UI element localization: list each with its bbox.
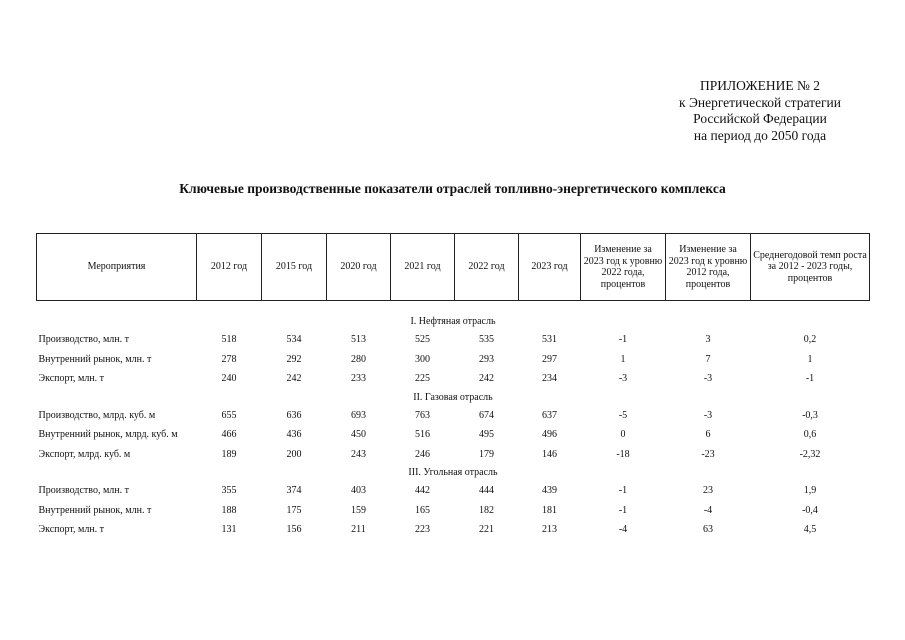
table-cell: 693 xyxy=(351,409,366,421)
table-cell: 179 xyxy=(479,448,494,460)
table-cell: 242 xyxy=(286,373,302,385)
table-cell: 243 xyxy=(351,448,366,460)
column-header: Мероприятия xyxy=(37,234,197,301)
table-cell: 403 xyxy=(351,485,366,497)
table-cell: 0 xyxy=(620,429,626,441)
table-cell: 234 xyxy=(542,373,557,385)
table-cell: 444 xyxy=(479,485,494,497)
appendix-period: на период до 2050 года xyxy=(693,127,827,143)
table-cell: 513 xyxy=(351,334,366,346)
table-cell: 278 xyxy=(221,353,237,365)
table-cell: -2,32 xyxy=(799,448,821,460)
table-cell: 636 xyxy=(286,409,302,421)
table-row xyxy=(37,350,870,370)
table-body xyxy=(37,301,870,540)
table-cell: -4 xyxy=(703,504,713,516)
table-cell: 535 xyxy=(479,334,494,346)
row-label: Внутренний рынок, млрд. куб. м xyxy=(38,429,178,441)
appendix-country: Российской Федерации xyxy=(693,111,827,126)
table-cell: -1 xyxy=(805,373,815,385)
table-cell: 182 xyxy=(479,504,494,516)
section-row xyxy=(37,389,870,406)
table-cell: 6 xyxy=(705,429,711,441)
column-header: 2020 год xyxy=(327,234,391,301)
table-row xyxy=(37,425,870,445)
table-cell: 1 xyxy=(620,353,626,365)
row-label: Внутренний рынок, млн. т xyxy=(38,504,152,516)
table-cell: 1 xyxy=(807,353,813,365)
row-label: Экспорт, млн. т xyxy=(38,373,105,385)
table-cell: -3 xyxy=(703,373,713,385)
table-cell: -23 xyxy=(701,448,715,460)
column-header: 2015 год xyxy=(262,234,327,301)
table-cell: 221 xyxy=(479,524,494,536)
table-cell: 23 xyxy=(703,485,713,497)
indicators-table xyxy=(36,233,870,540)
row-label: Производство, млн. т xyxy=(38,485,129,497)
table-cell: 297 xyxy=(542,353,557,365)
table-cell: 763 xyxy=(415,409,430,421)
table-cell: 525 xyxy=(415,334,430,346)
table-cell: 0,6 xyxy=(803,429,817,441)
table-cell: 211 xyxy=(351,524,366,536)
table-cell: 223 xyxy=(415,524,430,536)
table-cell: 655 xyxy=(221,409,237,421)
table-row xyxy=(37,520,870,540)
table-cell: 233 xyxy=(351,373,366,385)
table-cell: -5 xyxy=(618,409,628,421)
table-cell: 516 xyxy=(415,429,430,441)
appendix-reference: к Энергетической стратегии xyxy=(679,94,841,110)
row-label: Внутренний рынок, млн. т xyxy=(38,353,152,365)
column-header: 2022 год xyxy=(455,234,519,301)
table-cell: 188 xyxy=(221,504,237,516)
table-cell: 531 xyxy=(542,334,557,346)
table-cell: 1,9 xyxy=(803,485,817,497)
table-cell: 175 xyxy=(286,504,302,516)
table-cell: 159 xyxy=(351,504,366,516)
table-cell: 292 xyxy=(286,353,302,365)
table-cell: 496 xyxy=(542,429,557,441)
table-cell: -1 xyxy=(618,504,628,516)
column-header: 2012 год xyxy=(197,234,262,301)
table-cell: -4 xyxy=(618,524,628,536)
document-title: Ключевые производственные показатели отраслей топливно-энергетического комплекса xyxy=(179,181,726,196)
table-cell: -3 xyxy=(703,409,713,421)
row-label: Производство, млн. т xyxy=(38,334,129,346)
section-title: I. Нефтяная отрасль xyxy=(410,316,496,327)
table-cell: 213 xyxy=(542,524,557,536)
table-row xyxy=(37,445,870,465)
table-cell: 300 xyxy=(415,353,430,365)
table-cell: -0,3 xyxy=(802,409,818,421)
table-cell: 495 xyxy=(479,429,494,441)
table-cell: 450 xyxy=(351,429,366,441)
table-cell: 280 xyxy=(351,353,366,365)
column-header: Изменение за 2023 год к уровню 2012 года, процентов xyxy=(666,234,751,301)
table-cell: 131 xyxy=(221,524,237,536)
section-title: III. Угольная отрасль xyxy=(408,467,498,478)
table-row xyxy=(37,481,870,501)
table-cell: 374 xyxy=(286,485,302,497)
table-cell: 165 xyxy=(415,504,430,516)
table-cell: 439 xyxy=(542,485,557,497)
table-row xyxy=(37,330,870,350)
row-label: Экспорт, млрд. куб. м xyxy=(38,448,131,460)
section-row xyxy=(37,464,870,481)
table-cell: 4,5 xyxy=(803,524,817,536)
section-title: II. Газовая отрасль xyxy=(413,391,493,403)
table-cell: 242 xyxy=(479,373,494,385)
table-cell: 355 xyxy=(221,485,237,497)
table-cell: -3 xyxy=(618,373,628,385)
table-cell: 181 xyxy=(542,504,557,516)
table-cell: 225 xyxy=(415,373,430,385)
appendix-number: ПРИЛОЖЕНИЕ № 2 xyxy=(699,78,821,93)
table-cell: 637 xyxy=(542,409,557,421)
table-cell: 436 xyxy=(286,429,302,441)
column-header: Среднегодовой темп роста за 2012 - 2023 годы, процентов xyxy=(751,234,870,301)
table-cell: 146 xyxy=(542,448,557,460)
table-cell: -18 xyxy=(616,448,630,460)
table-cell: 7 xyxy=(705,353,711,365)
column-header: 2021 год xyxy=(391,234,455,301)
table-cell: 63 xyxy=(703,524,713,536)
table-cell: 442 xyxy=(415,485,430,497)
section-row xyxy=(37,313,870,330)
table-row xyxy=(37,406,870,426)
appendix-heading xyxy=(640,78,880,144)
table-cell: 189 xyxy=(221,448,237,460)
table-cell: 240 xyxy=(221,373,237,385)
table-cell: 200 xyxy=(286,448,302,460)
column-header: 2023 год xyxy=(519,234,581,301)
table-cell: 3 xyxy=(705,334,711,346)
table-row xyxy=(37,369,870,389)
table-header-row xyxy=(37,234,870,301)
row-label: Экспорт, млн. т xyxy=(38,524,105,536)
table-cell: 156 xyxy=(286,524,302,536)
table-cell: 534 xyxy=(286,334,302,346)
table-cell: 518 xyxy=(221,334,237,346)
table-cell: 293 xyxy=(479,353,494,365)
table-cell: 0,2 xyxy=(803,334,817,346)
table-cell: -0,4 xyxy=(802,504,818,516)
table-row xyxy=(37,501,870,521)
column-header: Изменение за 2023 год к уровню 2022 года, процентов xyxy=(581,234,666,301)
table-cell: 466 xyxy=(221,429,237,441)
row-label: Производство, млрд. куб. м xyxy=(38,409,156,421)
table-cell: -1 xyxy=(618,485,628,497)
table-cell: 674 xyxy=(479,409,494,421)
table-cell: 246 xyxy=(415,448,430,460)
table-cell: -1 xyxy=(618,334,628,346)
